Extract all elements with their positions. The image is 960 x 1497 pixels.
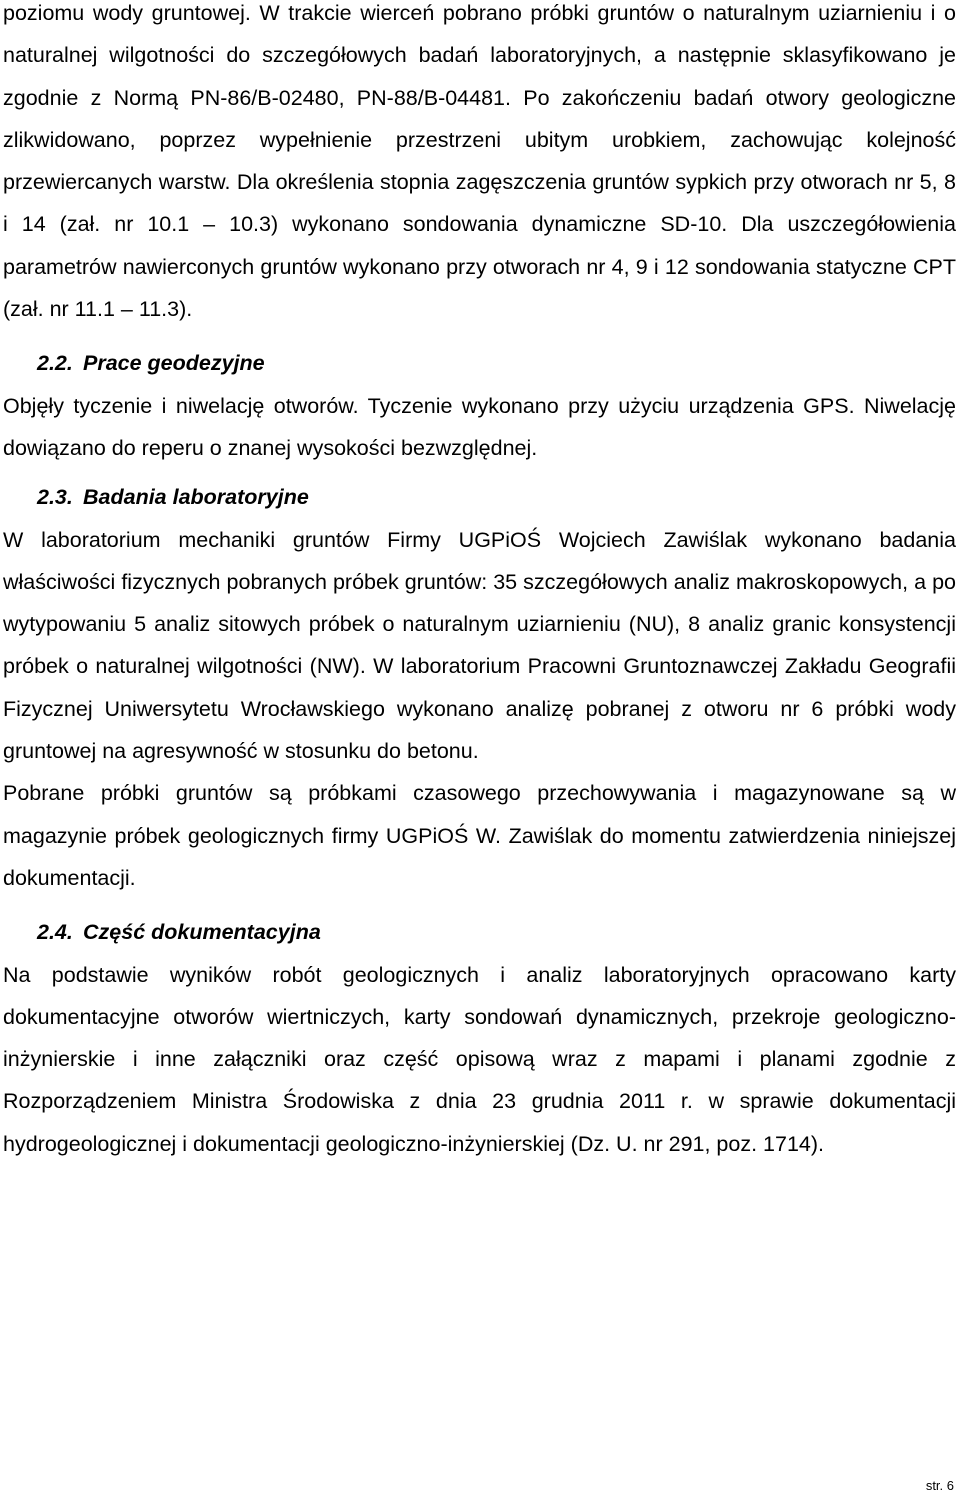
section-heading-documentation (3, 911, 956, 953)
section-number: 2.3. (37, 485, 73, 510)
spacer (3, 899, 956, 911)
document-page (3, 0, 956, 1165)
spacer (3, 469, 956, 476)
section-title: Część dokumentacyjna (83, 920, 321, 945)
section-heading-laboratory-tests (3, 476, 956, 518)
paragraph-drilling-summary: poziomu wody gruntowej. W trakcie wierceń pobrano próbki gruntów o naturalnym uziarnieniu i o naturalnej wilgotności do szczegółowych badań laboratoryjnych, a następnie sklasyfikowano je zgodnie z Normą PN-86/B-02480, PN-88/B-04481. Po zakończeniu badań otwory geologiczne zlikwidowano, poprzez wypełnienie przestrzeni ubitym urobkiem, zachowując kolejność przewiercanych warstw. Dla określenia stopnia zagęszczenia gruntów sypkich przy otworach nr 5, 8 i 14 (zał. nr 10.1 – 10.3) wykonano sondowania dynamiczne SD-10. Dla uszczegółowienia parametrów nawierconych gruntów wykonano przy otworach nr 4, 9 i 12 sondowania statyczne CPT (zał. nr 11.1 – 11.3). (3, 1, 956, 322)
section-heading-geodetic-work (3, 342, 956, 384)
section-number: 2.2. (37, 351, 73, 376)
section-title: Prace geodezyjne (83, 351, 265, 376)
section-number: 2.4. (37, 920, 73, 945)
paragraph-geodetic-work: Objęły tyczenie i niwelację otworów. Tyczenie wykonano przy użyciu urządzenia GPS. Niwelację dowiązano do reperu o znanej wysokości bezwzględnej. (3, 393, 956, 460)
section-title: Badania laboratoryjne (83, 485, 309, 510)
paragraph-sample-storage: Pobrane próbki gruntów są próbkami czasowego przechowywania i magazynowane są w magazynie próbek geologicznych firmy UGPiOŚ W. Zawiślak do momentu zatwierdzenia niniejszej dokumentacji. (3, 781, 956, 890)
spacer (3, 330, 956, 342)
paragraph-laboratory-tests: W laboratorium mechaniki gruntów Firmy UGPiOŚ Wojciech Zawiślak wykonano badania właściwości fizycznych pobranych próbek gruntów: 35 szczegółowych analiz makroskopowych, a po wytypowaniu 5 analiz sitowych próbek o naturalnym uziarnieniu (NU), 8 analiz granic konsystencji próbek o naturalnej wilgotności (NW). W laboratorium Pracowni Gruntoznawczej Zakładu Geografii Fizycznej Uniwersytetu Wrocławskiego wykonano analizę pobranej z otworu nr 6 próbki wody gruntowej na agresywność w stosunku do betonu. (3, 527, 956, 764)
page-number: str. 6 (925, 1478, 954, 1493)
paragraph-documentation: Na podstawie wyników robót geologicznych i analiz laboratoryjnych opracowano karty dokumentacyjne otworów wiertniczych, karty sondowań dynamicznych, przekroje geologiczno-inżynierskie i inne załączniki oraz część opisową wraz z mapami i planami zgodnie z Rozporządzeniem Ministra Środowiska z dnia 23 grudnia 2011 r. w sprawie dokumentacji hydrogeologicznej i dokumentacji geologiczno-inżynierskiej (Dz. U. nr 291, poz. 1714). (3, 962, 956, 1156)
